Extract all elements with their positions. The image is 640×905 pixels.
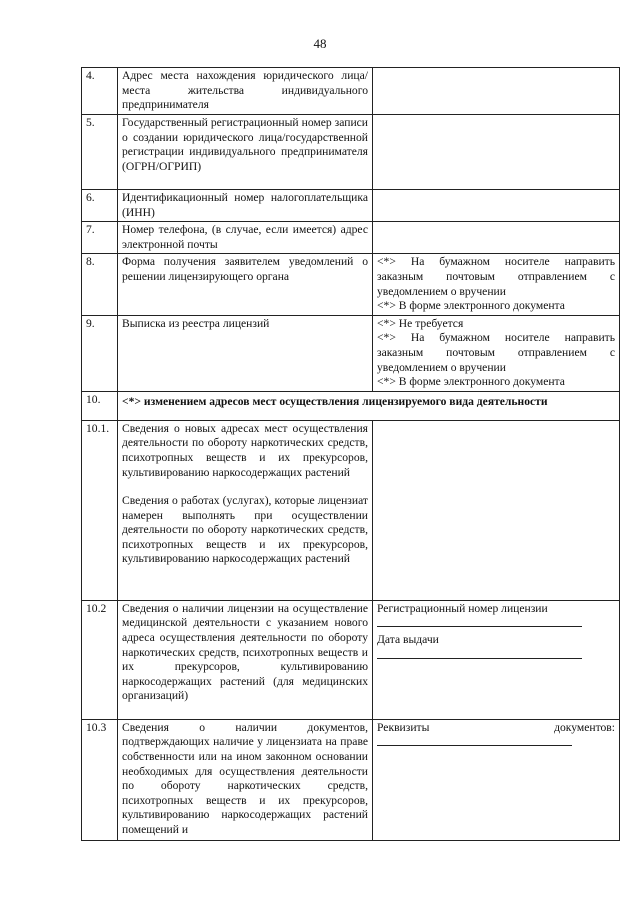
row-description: Сведения о наличии документов, подтверждающих наличие у лицензиата на праве собственности или на ином законном основании необходимых для осуществления деятельности по обороту наркотических средств, психотропных веществ и их прекурсоров, культивированию наркосодержащих растений помещений и (118, 719, 373, 840)
table-row (82, 222, 620, 254)
row-description: Идентификационный номер налогоплательщика (ИНН) (118, 190, 373, 222)
option-not-required[interactable]: <*> Не требуется (377, 316, 464, 330)
row-description: Государственный регистрационный номер записи о создании юридического лица/государственной регистрации индивидуального предпринимателя (ОГРН/ОГРИП) (118, 115, 373, 190)
license-reg-number-field[interactable] (377, 618, 582, 627)
row-value-cell (373, 254, 620, 315)
row-description: Выписка из реестра лицензий (118, 315, 373, 391)
row-value-cell[interactable] (373, 68, 620, 115)
row-number: 6. (82, 190, 118, 222)
documents-requisites-label: Реквизиты (377, 720, 430, 734)
row-number: 5. (82, 115, 118, 190)
table-row (82, 719, 620, 840)
option-electronic[interactable]: <*> В форме электронного документа (377, 375, 565, 389)
row-value-cell (373, 719, 620, 840)
issue-date-field[interactable] (377, 650, 582, 659)
row-number: 10. (82, 391, 118, 420)
table-row (82, 254, 620, 315)
row-number: 8. (82, 254, 118, 315)
option-electronic[interactable]: <*> В форме электронного документа (377, 299, 565, 313)
row-value-cell (373, 600, 620, 719)
option-paper-delivery[interactable]: <*> На бумажном носителе направить заказным почтовым отправлением с уведомлением о вручении (377, 331, 615, 374)
row-number: 10.3 (82, 719, 118, 840)
row-value-cell[interactable] (373, 420, 620, 600)
section-title: <*> изменением адресов мест осуществления лицензируемого вида деятельности (118, 391, 620, 420)
option-paper-delivery[interactable]: <*> На бумажном носителе направить заказным почтовым отправлением с уведомлением о вручении (377, 255, 615, 298)
row-value-cell[interactable] (373, 190, 620, 222)
row-number: 7. (82, 222, 118, 254)
documents-requisites-label-end: документов: (554, 720, 615, 734)
issue-date-label: Дата выдачи (377, 633, 439, 647)
new-addresses-description: Сведения о новых адресах мест осуществления деятельности по обороту наркотических средств, психотропных веществ и их прекурсоров, культивированию наркосодержащих растений (122, 421, 368, 479)
documents-requisites-field[interactable] (377, 737, 572, 746)
application-form-table (81, 67, 620, 841)
row-number: 9. (82, 315, 118, 391)
section-header-row (82, 391, 620, 420)
row-number: 4. (82, 68, 118, 115)
works-services-description: Сведения о работах (услугах), которые лицензиат намерен выполнять при осуществлении деятельности по обороту наркотических средств, психотропных веществ и их прекурсоров, культивированию наркосодержащих растений (122, 494, 368, 566)
table-row (82, 420, 620, 600)
row-value-cell[interactable] (373, 115, 620, 190)
row-description: Форма получения заявителем уведомлений о решении лицензирующего органа (118, 254, 373, 315)
table-row (82, 68, 620, 115)
row-value-cell (373, 315, 620, 391)
row-number: 10.1. (82, 420, 118, 600)
page-number: 48 (313, 36, 327, 51)
table-row (82, 600, 620, 719)
row-description: Сведения о наличии лицензии на осуществление медицинской деятельности с указанием нового адреса осуществления деятельности по обороту наркотических средств, психотропных веществ и их прекурсоров, культивированию наркосодержащих растений (для медицинских организаций) (118, 600, 373, 719)
table-row (82, 190, 620, 222)
table-row (82, 115, 620, 190)
row-description: Адрес места нахождения юридического лица/места жительства индивидуального предпринимателя (118, 68, 373, 115)
row-number: 10.2 (82, 600, 118, 719)
row-description: Номер телефона, (в случае, если имеется) адрес электронной почты (118, 222, 373, 254)
license-reg-number-label: Регистрационный номер лицензии (377, 601, 548, 615)
row-value-cell[interactable] (373, 222, 620, 254)
row-description (118, 420, 373, 600)
table-row (82, 315, 620, 391)
